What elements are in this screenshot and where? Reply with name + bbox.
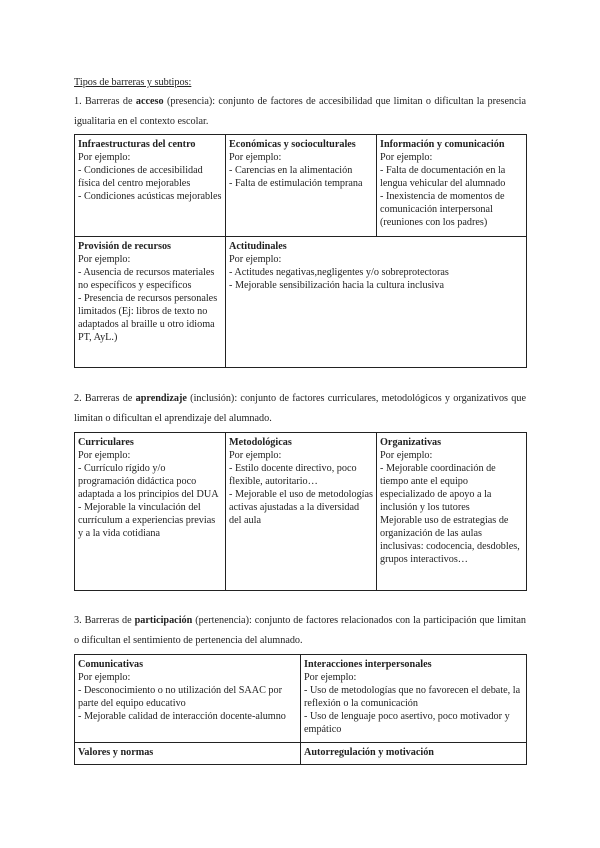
table-cell: Interacciones interpersonales Por ejemplo: - Uso de metodologías que no favorecen el debate, la reflexión o la comunicación - Uso de lenguaje poco asertivo, poco motivador y empático xyxy=(301,655,527,743)
table-cell: Información y comunicación Por ejemplo: - Falta de documentación en la lengua vehicular del alumnado - Inexistencia de momentos de comunicación interpersonal (reuniones con los padres) xyxy=(377,135,527,237)
cell-title: Autorregulación y motivación xyxy=(304,747,434,758)
section-1-intro: 1. Barreras de acceso (presencia): conjunto de factores de accesibilidad que limitan o dificultan la presencia igualitaria en el contexto escolar. xyxy=(74,96,526,127)
learning-barriers-table xyxy=(74,432,527,591)
table-cell: Organizativas Por ejemplo: - Mejorable coordinación de tiempo ante el equipo especializado de apoyo a la inclusión y los tutores Mejorable uso de estrategias de organización de las aulas inclusivas: codocencia, desdobles, grupos interactivos… xyxy=(377,433,527,591)
page-heading: Tipos de barreras y subtipos: xyxy=(74,77,192,88)
table-cell: Económicas y socioculturales Por ejemplo: - Carencias en la alimentación - Falta de estimulación temprana xyxy=(226,135,377,237)
cell-title: Provisión de recursos xyxy=(78,241,172,252)
table-cell: Comunicativas Por ejemplo: - Desconocimiento o no utilización del SAAC por parte del equipo educativo - Mejorable calidad de interacción docente-alumno xyxy=(75,655,301,743)
cell-title: Comunicativas xyxy=(78,659,144,670)
participation-barriers-table xyxy=(74,654,527,765)
table-cell: Metodológicas Por ejemplo: - Estilo docente directivo, poco flexible, autoritario… - Mejorable el uso de metodologías activas ajustadas a la diversidad del aula xyxy=(226,433,377,591)
cell-title: Curriculares xyxy=(78,437,134,448)
cell-title: Información y comunicación xyxy=(380,139,505,150)
table-cell xyxy=(301,743,527,765)
cell-title: Metodológicas xyxy=(229,437,292,448)
section-3-intro: 3. Barreras de participación (pertenencia): conjunto de factores relacionados con la participación que limitan o dificultan el sentimiento de pertenencia del alumnado. xyxy=(74,615,526,646)
table-cell xyxy=(75,743,301,765)
table-cell: Infraestructuras del centro Por ejemplo: - Condiciones de accesibilidad física del centro mejorables - Condiciones acústicas mejorables xyxy=(75,135,226,237)
table-cell: Curriculares Por ejemplo: - Currículo rígido y/o programación didáctica poco adaptada a los principios del DUA - Mejorable la vinculación del currículum a experiencias previas y a la vida cotidiana xyxy=(75,433,226,591)
cell-title: Infraestructuras del centro xyxy=(78,139,196,150)
section-2-intro: 2. Barreras de aprendizaje (inclusión): conjunto de factores curriculares, metodológicos y organizativos que limitan o dificultan el aprendizaje del alumnado. xyxy=(74,393,526,424)
access-barriers-table xyxy=(74,134,527,368)
table-cell: Provisión de recursos Por ejemplo: - Ausencia de recursos materiales no específicos y específicos - Presencia de recursos personales limitados (Ej: libros de texto no adaptados al braille u otro idioma PT, AyL.) xyxy=(75,237,226,368)
cell-title: Valores y normas xyxy=(78,747,154,758)
cell-title: Interacciones interpersonales xyxy=(304,659,432,670)
table-cell: Actitudinales Por ejemplo: - Actitudes negativas,negligentes y/o sobreprotectoras - Mejorable sensibilización hacia la cultura inclusiva xyxy=(226,237,527,368)
cell-title: Económicas y socioculturales xyxy=(229,139,356,150)
cell-title: Actitudinales xyxy=(229,241,287,252)
cell-title: Organizativas xyxy=(380,437,442,448)
